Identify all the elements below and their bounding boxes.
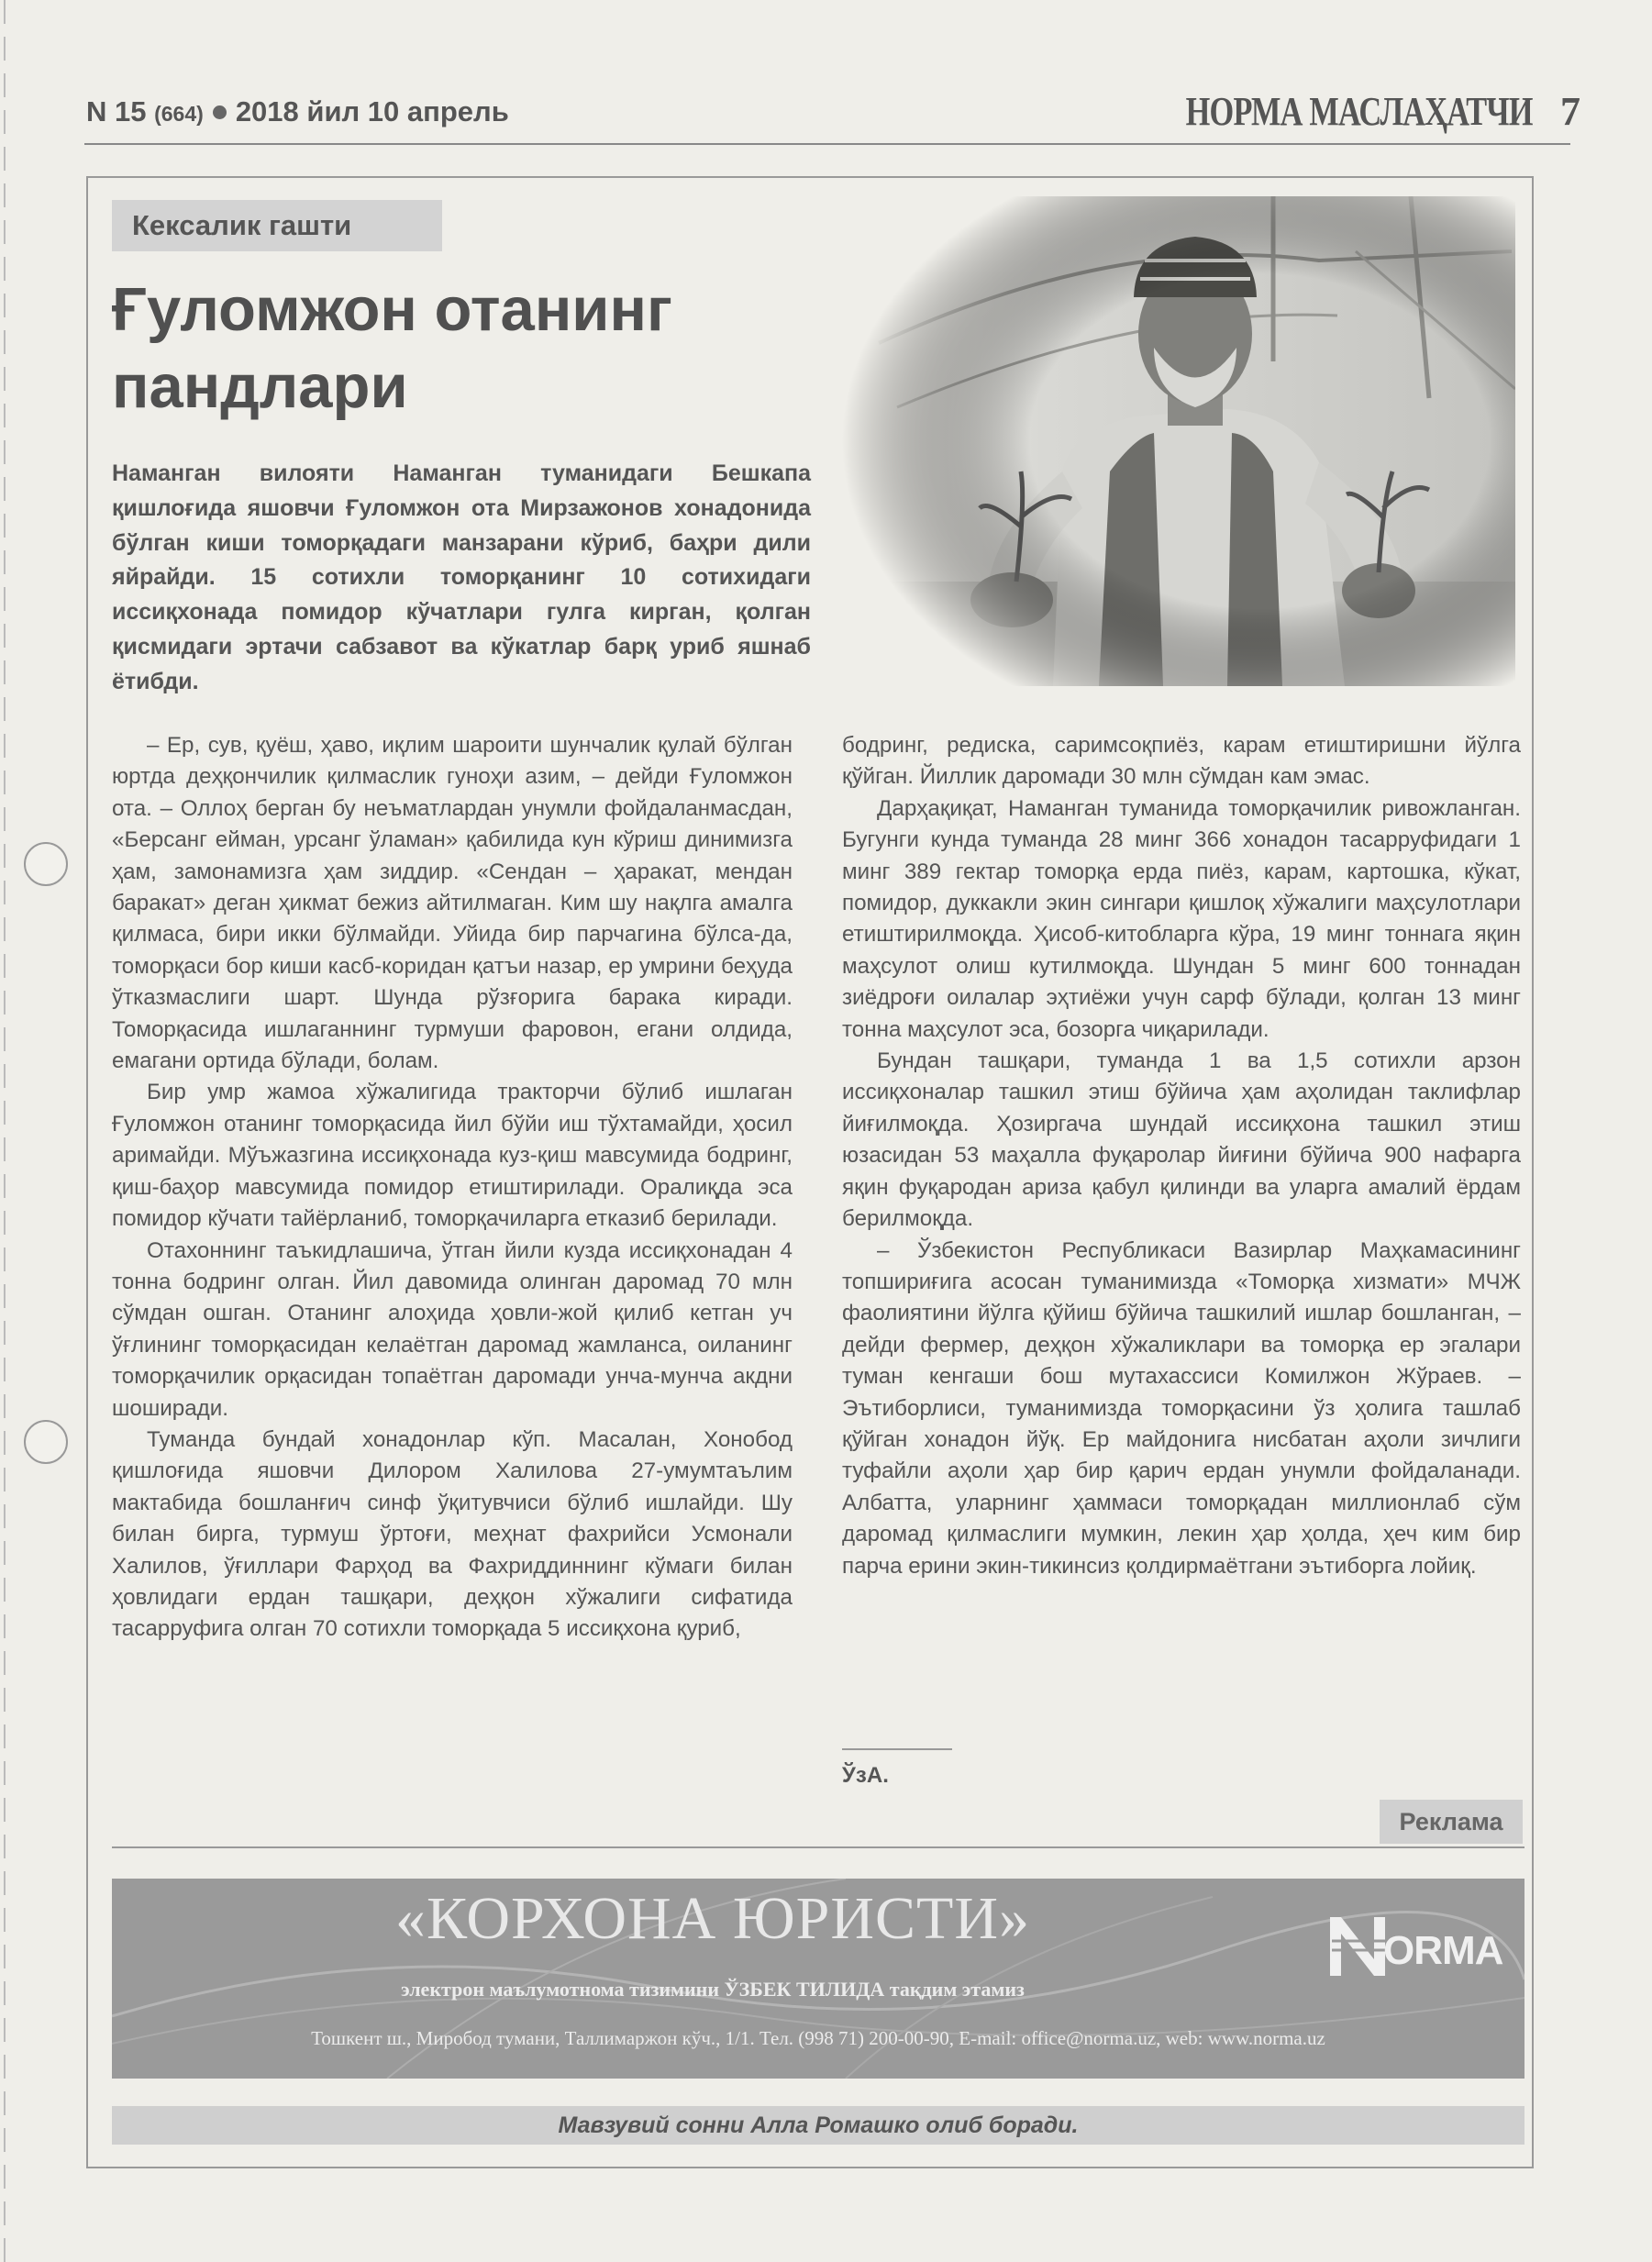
ad-label: Реклама: [1380, 1800, 1523, 1844]
issue-date: 2018 йил 10 апрель: [235, 95, 509, 128]
article-paragraph: – Ер, сув, қуёш, ҳаво, иқлим шароити шунчалик қулай бўлган юртда деҳқончилик қилмаслик гуноҳи азим, – дейди Ғуломжон ота. – Оллоҳ берган бу неъматлардан унумли фойдаланмасдан, «Берсанг еймaн, урсанг ўламан» қабилида кун кўриш динимизга ҳам, замонамизга ҳам зиддир. «Сендан – ҳаракат, мендан баракат» деган ҳикмат бежиз айтилмаган. Ким шу нақлга амалга қилмаса, бири икки бўлмайди. Уйида бир парчагина бўлса-да, томорқаси бор киши касб-коридан қатъи назар, ер умрини беҳуда ўтказмаслиги шарт. Шунда рўзғорига барака киради. Томорқасида ишлаганнинг турмуши фаровон, егани олдида, емагани ортида бўлади, болам.: [112, 733, 793, 1074]
binder-hole: [24, 842, 68, 886]
article-paragraph: Туманда бундай хонадонлар кўп. Масалан, Хонобод қишлоғида яшовчи Дилором Халилова 27-умумтаълим мактабида бошланғич синф ўқитувчиси бўлиб ишлайди. Шу билан бирга, турмуш ўртоғи, меҳнат фахрийси Усмонали Халилов, ўғиллари Фарҳод ва Фахриддиннинг кўмаги билан ҳовлидаги ердан ташқари, деҳқон хўжалиги сифатида тасарруфига олган 70 сотихли томорқада 5 иссиқхона қуриб,: [112, 1426, 793, 1642]
article-paragraph: Бир умр жамоа хўжалигида тракторчи бўлиб ишлаган Ғуломжон отанинг томорқасида йил бўйи иш тўхтамайди, ҳосил аримайди. Мўъжазгина иссиқхонада куз-қиш мавсумида бодринг, қиш-баҳор мавсумида помидор етиштирилади. Оралиқда эса помидор кўчати тайёрланиб, томорқачиларга етказиб берилади.: [112, 1080, 793, 1232]
newspaper-name: НОРМА МАСЛАҲАТЧИ: [1185, 89, 1533, 134]
signature-divider: [842, 1748, 952, 1750]
binding-edge: [4, 0, 6, 2262]
issue-info: [86, 95, 509, 128]
rubric-label: Кексалик гашти: [112, 200, 442, 251]
article-paragraph: Дарҳақиқат, Наманган туманида томорқачилик ривожланган. Бугунги кунда туманда 28 минг 366 хонадон тасарруфидаги 1 минг 389 гектар томорқа ерда пиёз, карам, картошка, кўкат, помидор, дуккакли экин сингари қишлоқ хўжалиги маҳсулотлари етиштирилмоқда. Ҳисоб-китобларга кўра, 19 минг тоннага яқин маҳсулот олиш кутилмоқда. Шундан 5 минг 600 тоннадан зиёдроғи оилалар эҳтиёжи учун сарф бўлади, қолган 13 минг тонна маҳсулот эса, бозорга чиқарилади.: [842, 795, 1521, 1042]
article-lead: Наманган вилояти Наманган туманидаги Бешкапа қишлоғида яшовчи Ғуломжон ота Мирзажонов хонадонида бўлган киши томорқадаги манзарани кўриб, баҳри дили яйрайди. 15 сотихли томорқанинг 10 сотихидаги иссиқхонада помидор кўчатлари гулга кирган, қолган қисмидаги эртачи сабзавот ва кўкатлар барқ уриб яшнаб ётибди.: [112, 460, 811, 694]
article-paragraph: бодринг, редиска, саримсоқпиёз, карам етиштиришни йўлга қўйган. Йиллик даромади 30 млн сўмдан кам эмас.: [842, 733, 1521, 790]
article-paragraph: Отахоннинг таъкидлашича, ўтган йили кузда иссиқхонадан 4 тонна бодринг олган. Йил давомида олинган даромад 70 млн сўмдан ошган. Отанинг алоҳида ҳовли-жой қилиб кетган уч ўғлининг томорқасидан келаётган даромад жамланса, оиланинг томорқачилик орқасидан топаётган даромади унча-мунча акдни шоширади.: [112, 1237, 793, 1421]
issue-number: N 15: [86, 95, 147, 128]
title-line: Ғуломжон отанинг: [112, 275, 672, 344]
page-number: 7: [1560, 89, 1580, 134]
footer-note: Мавзувий сонни Алла Ромашко олиб боради.: [112, 2106, 1524, 2145]
title-line: пандлари: [112, 352, 408, 421]
article-paragraph: – Ўзбекистон Республикаси Вазирлар Маҳкамасининг топшириғига асосан туманимизда «Томорқа хизмати» МЧЖ фаолиятини йўлга қўйиш бўйича ташкилий ишлар бошланган, – дейди фермер, деҳқон хўжаликлари ва томорқа ер эгалари туман кенгаши бош мутахассиси Комилжон Жўраев. – Эътиборлиси, туманимизда томорқасини ўз ҳолига ташлаб қўйган хонадон йўқ. Ер майдонига нисбатан аҳоли зичлиги туфайли аҳоли ҳар бир қарич ердан унумли фойдаланади. Албатта, уларнинг ҳаммаси томорқадан миллионлаб сўм даромад қилмаслиги мумкин, лекин ҳар ҳолда, ҳеч ким бир парча ерини экин-тикинсиз қолдирмаётгани эътиборга лойиқ.: [842, 1237, 1521, 1579]
ad-contacts: Тошкент ш., Миробод тумани, Таллимаржон кўч., 1/1. Тел. (998 71) 200-00-90, E-mail: office@norma.uz, web: www.norma.uz: [311, 2027, 1325, 2049]
article-photo: [842, 196, 1515, 686]
article-title: [112, 272, 809, 426]
ad-banner: [112, 1879, 1524, 2079]
header-divider: [84, 143, 1570, 145]
bullet-icon: [213, 105, 227, 119]
issue-total: (664): [154, 102, 204, 126]
article-signature: ЎзА.: [842, 1763, 889, 1788]
ad-divider: [112, 1846, 1524, 1848]
article-column-2: [842, 730, 1521, 1582]
binder-hole: [24, 1420, 68, 1464]
article-column-1: [112, 730, 793, 1646]
norma-logo-text: ORMA: [1383, 1928, 1503, 1973]
norma-logo: [1328, 1913, 1512, 1978]
ad-subtitle: электрон маълумотнома тизимини ЎЗБЕК ТИЛИДА тақдим этамиз: [401, 1978, 1025, 2001]
article-paragraph: Бундан ташқари, туманда 1 ва 1,5 сотихли арзон иссиқхоналар ташкил этиш бўйича ҳам аҳолидан таклифлар йиғилмоқда. Ҳозиргача шундай иссиқхона ташкил этиш юзасидан 53 маҳалла фуқаролар йиғини бўйича 900 нафарга яқин фуқародан ариза қабул қилинди ва уларга амалий ёрдам берилмоқда.: [842, 1048, 1521, 1232]
ad-title: «КОРХОНА ЮРИСТИ»: [394, 1885, 1031, 1952]
